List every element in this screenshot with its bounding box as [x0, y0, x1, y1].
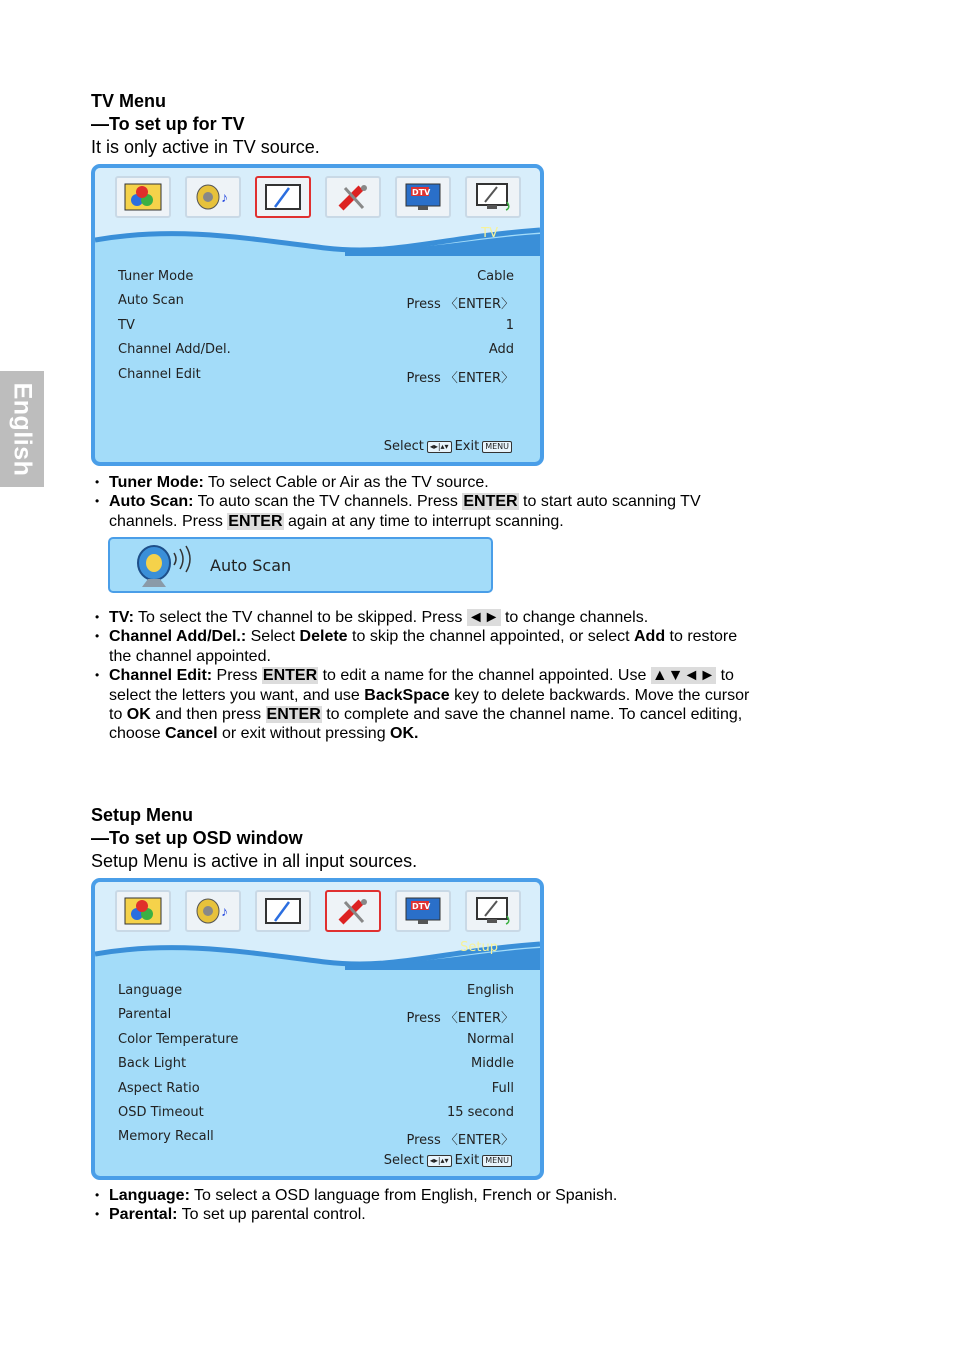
- tv-osd-footer: [384, 439, 512, 454]
- bullet-channel-add-del: • Channel Add/Del.: Select Delete to skip the channel appointed, or select Add to restore the channel appointed.: [95, 627, 755, 666]
- osd-menu-icons: [115, 176, 521, 218]
- setup-menu-note: Setup Menu is active in all input sources.: [91, 851, 418, 871]
- setup-bullets: [95, 1186, 755, 1225]
- tv-osd-menu-title: TV: [481, 226, 498, 241]
- sound-menu-icon[interactable]: [185, 890, 241, 932]
- tv-menu-subtitle: —To set up for TV: [91, 114, 245, 134]
- footer-exit-label: Exit: [454, 1153, 480, 1168]
- osd-row-aspect-ratio[interactable]: Aspect Ratio Full: [118, 1080, 514, 1096]
- setup-menu-subtitle: —To set up OSD window: [91, 828, 303, 848]
- language-side-tab: [0, 371, 44, 487]
- bullet-parental: • Parental: To set up parental control.: [95, 1205, 755, 1224]
- osd-row-parental[interactable]: Parental Press 〈ENTER〉: [118, 1007, 514, 1027]
- sound-menu-icon[interactable]: [185, 176, 241, 218]
- osd-row-tv[interactable]: TV 1: [118, 317, 514, 333]
- menu-key-icon: MENU: [482, 441, 512, 453]
- osd-row-channel-add-del[interactable]: Channel Add/Del. Add: [118, 342, 514, 358]
- pc-menu-icon[interactable]: [465, 890, 521, 932]
- setup-tools-icon[interactable]: [325, 176, 381, 218]
- tv-osd-screenshot: [91, 164, 544, 466]
- tv-menu-heading: [91, 90, 320, 159]
- setup-menu-title: Setup Menu: [91, 805, 193, 825]
- dtv-icon-label: DTV: [412, 902, 431, 911]
- footer-exit-label: Exit: [454, 439, 480, 454]
- bullet-tv: • TV: To select the TV channel to be skipped. Press ◄► to change channels.: [95, 608, 755, 627]
- osd-menu-icons: [115, 890, 521, 932]
- osd-row-tuner-mode[interactable]: Tuner Mode Cable: [118, 269, 514, 284]
- pc-menu-icon[interactable]: [465, 176, 521, 218]
- osd-row-channel-edit[interactable]: Channel Edit Press 〈ENTER〉: [118, 366, 514, 386]
- bullet-tuner-mode: • Tuner Mode: To select Cable or Air as the TV source.: [95, 473, 755, 492]
- select-arrows-icon: ◂▸|▴▾: [427, 1155, 452, 1167]
- osd-row-back-light[interactable]: Back Light Middle: [118, 1056, 514, 1072]
- auto-scan-dialog: [108, 537, 493, 593]
- tv-osd-rows: [118, 269, 514, 391]
- dtv-icon-label: DTV: [412, 188, 431, 197]
- setup-osd-rows: [118, 983, 514, 1154]
- bullet-auto-scan: • Auto Scan: To auto scan the TV channels. Press ENTER to start auto scanning TV channels. Press ENTER again at any time to interrupt scanning.: [95, 492, 755, 531]
- tv-menu-note: It is only active in TV source.: [91, 137, 320, 157]
- setup-tools-icon[interactable]: [325, 890, 381, 932]
- osd-row-memory-recall[interactable]: Memory Recall Press 〈ENTER〉: [118, 1129, 514, 1149]
- tv-bullets-1: [95, 473, 755, 531]
- side-tab-label: English: [8, 382, 37, 476]
- menu-key-icon: MENU: [482, 1155, 512, 1167]
- satellite-dish-icon: [134, 543, 198, 589]
- osd-row-osd-timeout[interactable]: OSD Timeout 15 second: [118, 1104, 514, 1120]
- setup-osd-menu-title: Setup: [460, 940, 498, 955]
- svg-text:♪: ♪: [221, 189, 228, 205]
- picture-menu-icon[interactable]: [115, 890, 171, 932]
- footer-select-label: Select: [383, 1153, 424, 1168]
- select-arrows-icon: ◂▸|▴▾: [427, 441, 452, 453]
- tv-menu-icon[interactable]: [255, 176, 311, 218]
- osd-row-auto-scan[interactable]: Auto Scan Press 〈ENTER〉: [118, 293, 514, 313]
- tv-bullets-2: [95, 608, 755, 744]
- osd-row-color-temperature[interactable]: Color Temperature Normal: [118, 1031, 514, 1047]
- osd-row-language[interactable]: Language English: [118, 983, 514, 998]
- footer-select-label: Select: [383, 439, 424, 454]
- dtv-menu-icon[interactable]: [395, 176, 451, 218]
- setup-osd-screenshot: [91, 878, 544, 1180]
- picture-menu-icon[interactable]: [115, 176, 171, 218]
- svg-text:♪: ♪: [221, 903, 228, 919]
- setup-menu-heading: [91, 804, 417, 873]
- tv-menu-icon[interactable]: [255, 890, 311, 932]
- dtv-menu-icon[interactable]: [395, 890, 451, 932]
- tv-menu-title: TV Menu: [91, 91, 166, 111]
- bullet-language: • Language: To select a OSD language from English, French or Spanish.: [95, 1186, 755, 1205]
- auto-scan-label: Auto Scan: [210, 556, 292, 575]
- bullet-channel-edit: • Channel Edit: Press ENTER to edit a name for the channel appointed. Use ▲▼◄► to select the letters you want, and use BackSpace key to delete backwards. Move the cursor to OK and then press ENTER to complete and save the channel name. To cancel editing, choose Cancel or exit without pressing OK.: [95, 666, 755, 744]
- setup-osd-footer: [384, 1153, 512, 1168]
